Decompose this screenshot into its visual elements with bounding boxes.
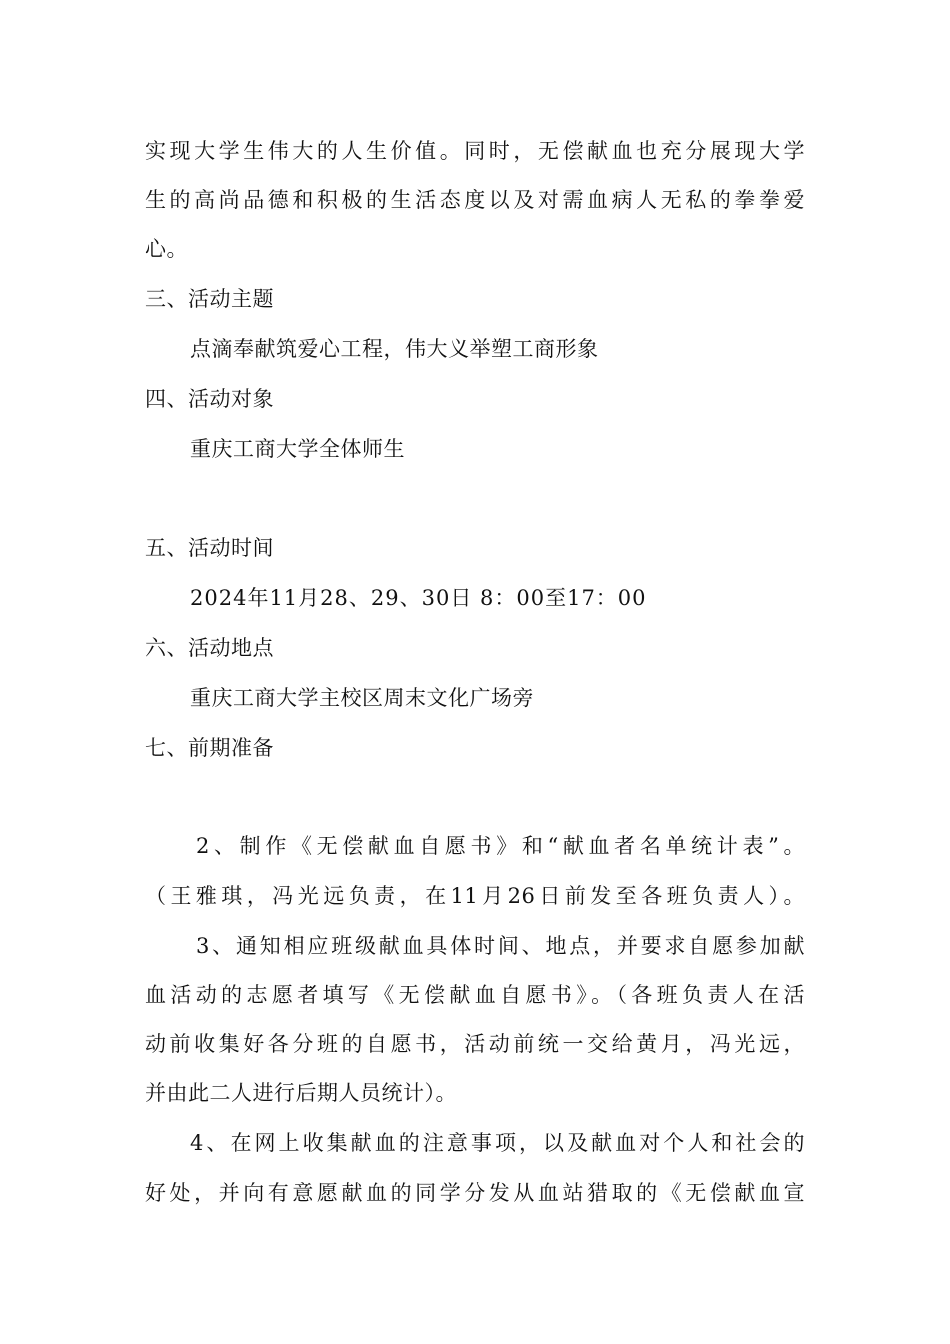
- theme-heading: 三、活动主题: [145, 287, 274, 311]
- prep-item-4-line-1: 4、在网上收集献血的注意事项，以及献血对个人和社会的: [190, 1131, 805, 1155]
- prep-item-3-line-2: 血活动的志愿者填写《无偿献血自愿书》。（各班负责人在活: [145, 983, 805, 1007]
- prep-item-3-line-4: 并由此二人进行后期人员统计）。: [145, 1081, 457, 1105]
- target-heading: 四、活动对象: [145, 387, 274, 411]
- prep-item-2-line-1: 2、制作《无偿献血自愿书》和“献血者名单统计表”。: [196, 834, 805, 858]
- intro-line-2: 生的高尚品德和积极的生活态度以及对需血病人无私的拳拳爱: [145, 188, 805, 212]
- time-heading: 五、活动时间: [145, 536, 274, 560]
- prep-item-3-line-1: 3、通知相应班级献血具体时间、地点，并要求自愿参加献: [196, 934, 805, 958]
- intro-line-1: 实现大学生伟大的人生价值。同时，无偿献血也充分展现大学: [145, 139, 805, 163]
- theme-body: 点滴奉献筑爱心工程，伟大义举塑工商形象: [190, 337, 599, 361]
- intro-line-3: 心。: [145, 237, 188, 261]
- prep-item-2-line-2: （王雅琪，冯光远负责，在11月26日前发至各班负责人）。: [145, 884, 805, 908]
- prep-item-4-line-2: 好处，并向有意愿献血的同学分发从血站猎取的《无偿献血宣: [145, 1181, 805, 1205]
- time-body: 2024年11月28、29、30日 8：00至17：00: [190, 586, 647, 610]
- prep-item-3-line-3: 动前收集好各分班的自愿书，活动前统一交给黄月，冯光远，: [145, 1032, 805, 1056]
- place-body: 重庆工商大学主校区周末文化广场旁: [190, 686, 534, 710]
- prep-heading: 七、前期准备: [145, 736, 274, 760]
- target-body: 重庆工商大学全体师生: [190, 437, 405, 461]
- place-heading: 六、活动地点: [145, 636, 274, 660]
